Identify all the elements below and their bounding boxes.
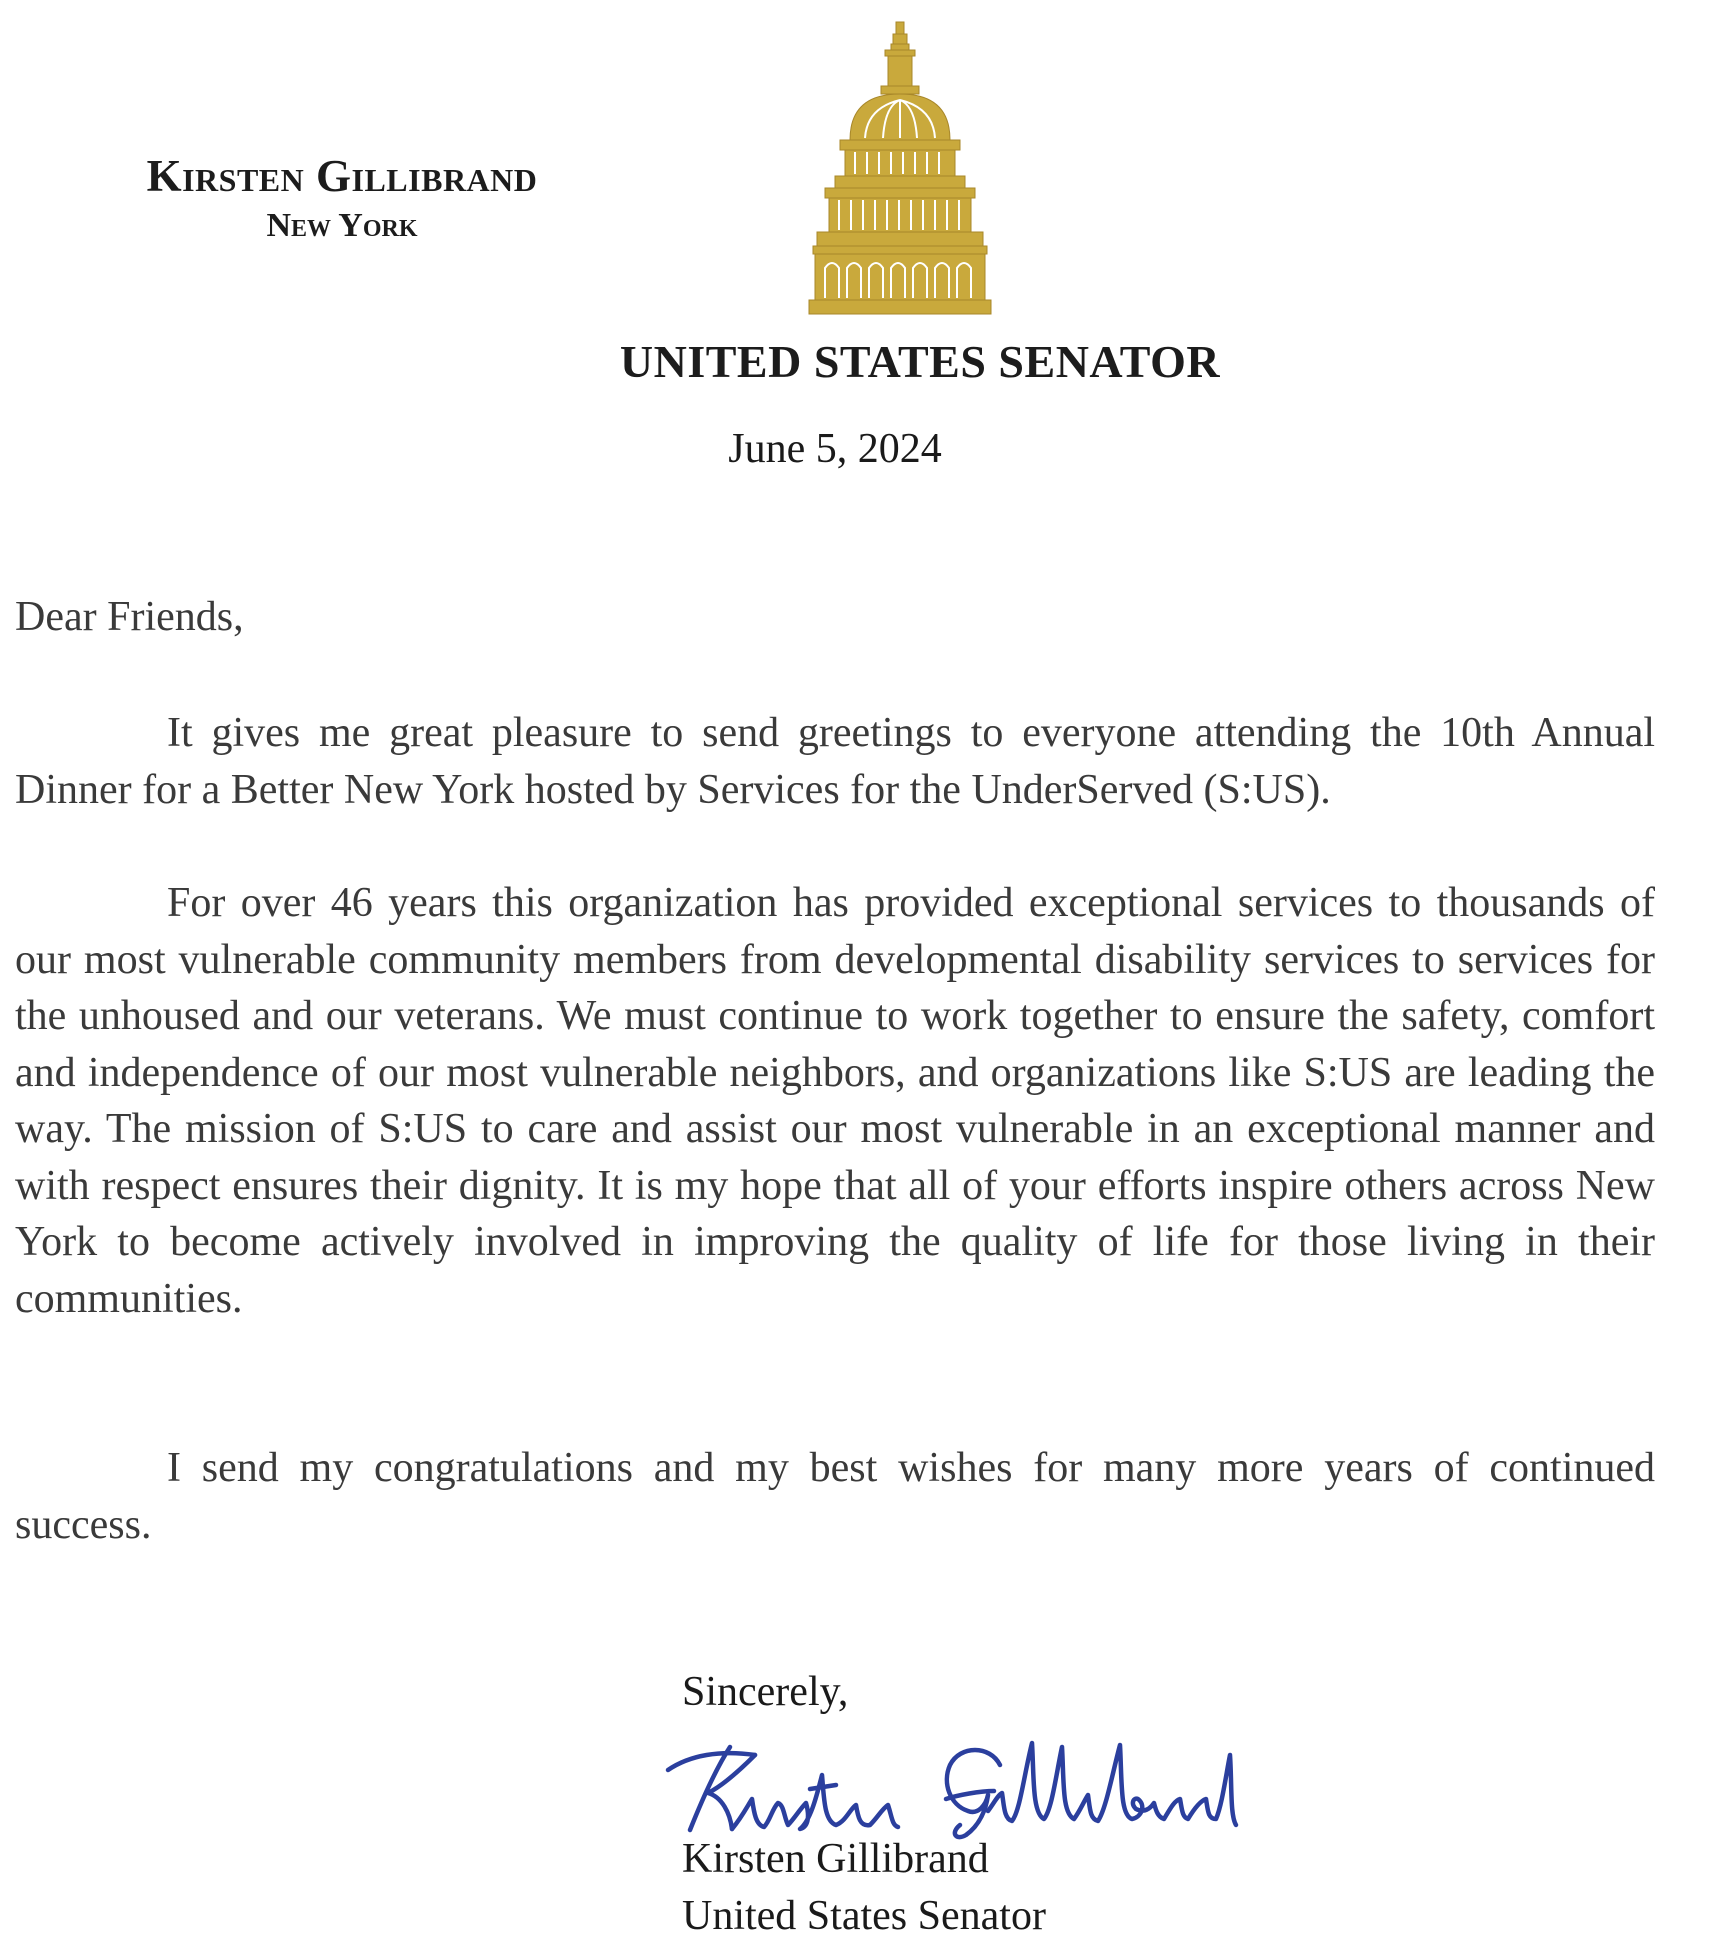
closing: Sincerely, xyxy=(682,1669,849,1715)
letterhead-state: New York xyxy=(266,207,418,244)
handwritten-signature xyxy=(660,1725,1240,1845)
body-paragraph: For over 46 years this organization has provided exceptional services to thousands of our most vulnerable community members from developmental disability services to services for the unhoused and our veterans. We must continue to work together to ensure the safety, comfort and independence of our most vulnerable neighbors, and organizations like S:US are leading the way. The mission of S:US to care and assist our most vulnerable in an exceptional manner and with respect ensures their dignity. It is my hope that all of your efforts inspire others across New York to become actively involved in improving the quality of life for those living in their communities. xyxy=(15,880,1655,1322)
letter-date: June 5, 2024 xyxy=(728,426,942,472)
capitol-dome-icon xyxy=(795,20,1005,320)
body-paragraph: It gives me great pleasure to send greetings to everyone attending the 10th Annual Dinner for a Better New York hosted by Services for the UnderServed (S:US). xyxy=(15,710,1655,813)
salutation: Dear Friends, xyxy=(15,594,244,640)
letterhead-senator-name: Kirsten Gillibrand xyxy=(146,151,538,201)
body-paragraph: I send my congratulations and my best wishes for many more years of continued success. xyxy=(15,1445,1655,1548)
signer-name: Kirsten Gillibrand xyxy=(682,1836,989,1882)
office-title: UNITED STATES SENATOR xyxy=(619,336,1221,387)
signer-title: United States Senator xyxy=(682,1893,1046,1939)
